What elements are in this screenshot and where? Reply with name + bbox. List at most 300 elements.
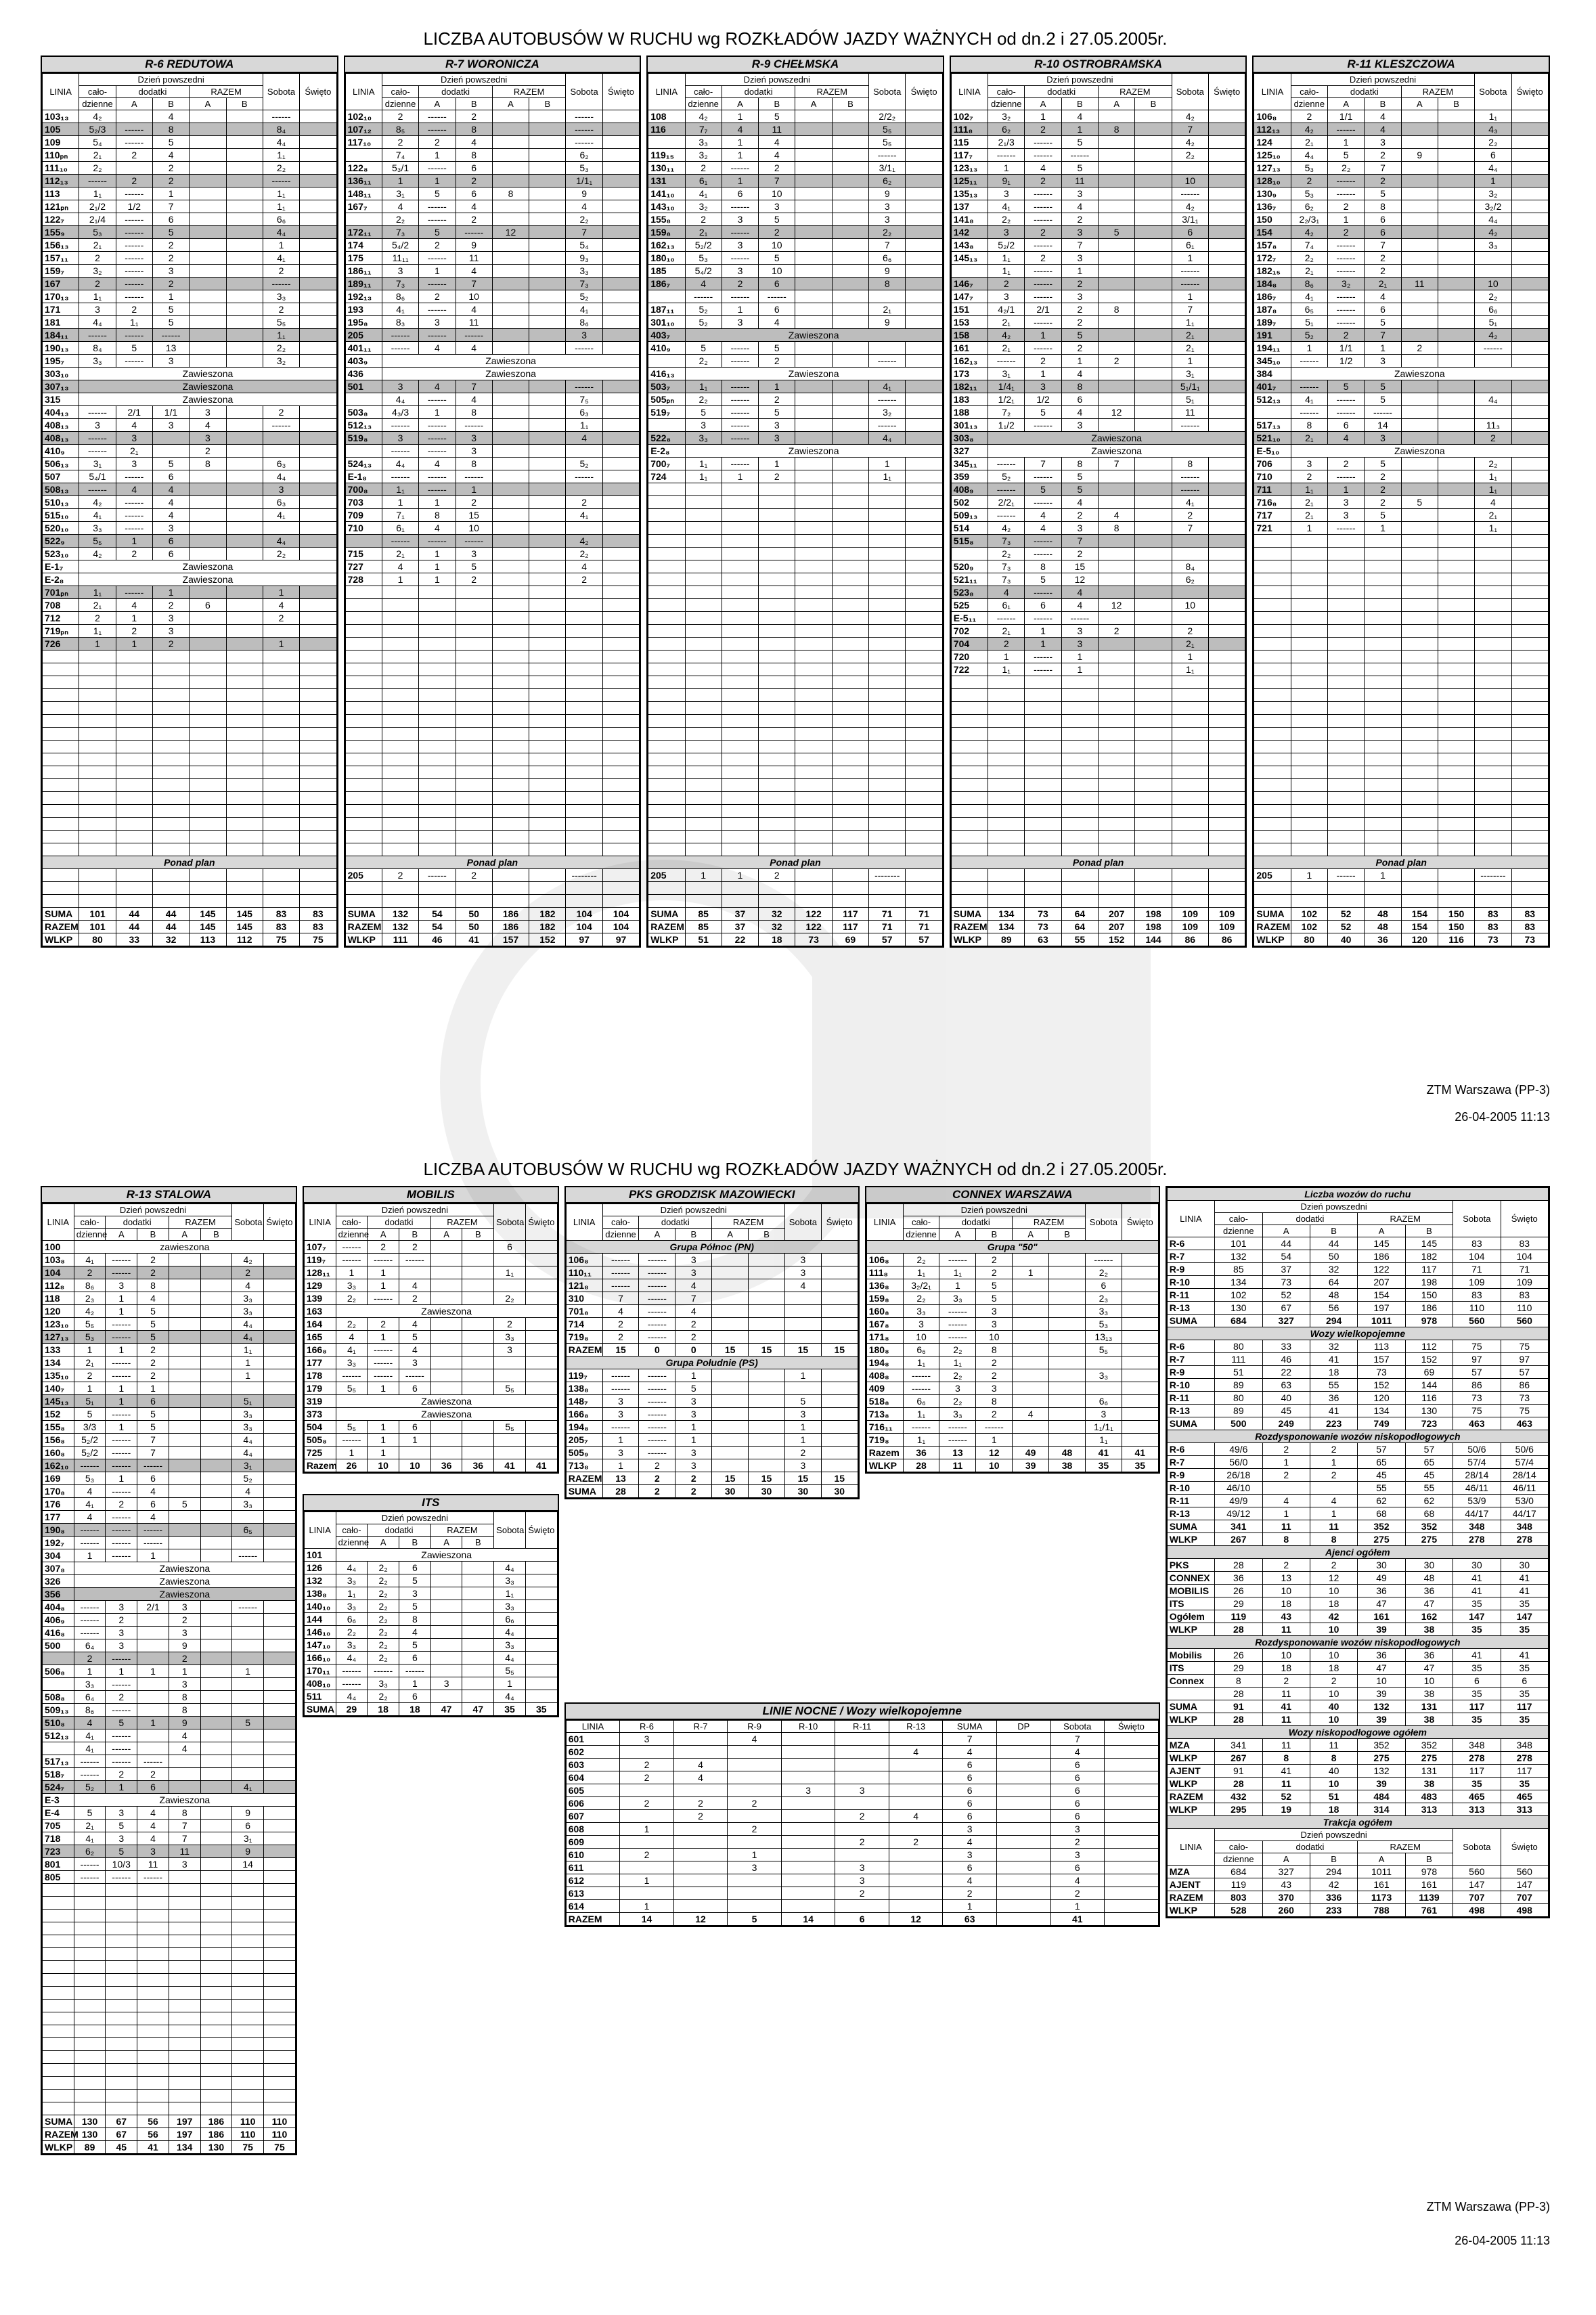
cell-dodatki-a <box>106 2064 137 2077</box>
cell-dodatki-a <box>722 882 758 895</box>
cell-dodatki-b: 4 <box>1061 368 1098 380</box>
cell-dodatki-b <box>759 560 795 573</box>
cell-dodatki-b: 9 <box>456 239 492 252</box>
header-sub: A <box>419 98 456 110</box>
table-cell: 145 <box>1405 1237 1453 1250</box>
cell-razem-b <box>529 625 566 638</box>
cell-razem-b <box>226 458 263 470</box>
cell-razem-a <box>190 329 226 342</box>
cell-calodzienne: 6₂ <box>1291 200 1327 213</box>
cell-calodzienne: 8₆ <box>382 290 418 303</box>
cell-swieto <box>264 1665 296 1678</box>
cell-sobota: 3/1₁ <box>869 162 906 175</box>
cell-dodatki-a <box>106 2077 137 2090</box>
line-number: 307₈ <box>43 1562 74 1575</box>
table-row <box>43 535 337 548</box>
cell-calodzienne <box>382 612 418 625</box>
cell-razem-b <box>529 123 566 136</box>
night-line-number: 613 <box>566 1887 620 1900</box>
header-linia: LINIA <box>951 74 988 110</box>
cell-razem-b <box>200 1254 232 1266</box>
cell-calodzienne: 4 <box>382 200 418 213</box>
cell-sobota: 6₆ <box>869 252 906 265</box>
header-sub: B <box>456 98 492 110</box>
cell-razem-a <box>492 548 529 560</box>
table-row <box>951 483 1245 496</box>
cell-dodatki-b <box>456 689 492 702</box>
table-row <box>866 1318 1158 1331</box>
cell-sobota <box>232 1742 264 1755</box>
summary-section-title: Wozy niskopodłogowe ogółem <box>1167 1726 1548 1739</box>
cell-calodzienne: 1 <box>336 1266 368 1279</box>
cell-swieto <box>1208 470 1245 483</box>
line-number <box>43 792 79 805</box>
cell-calodzienne <box>685 599 722 612</box>
cell-dodatki-a: 1₁ <box>939 1357 976 1369</box>
table-cell: 18 <box>399 1703 431 1716</box>
cell-razem-b <box>832 406 868 419</box>
line-number: 195₇ <box>43 355 79 368</box>
cell-dodatki-b: 4 <box>675 1305 712 1318</box>
line-number <box>43 689 79 702</box>
cell-razem-a <box>1401 393 1438 406</box>
cell-sobota: 4₄ <box>263 470 299 483</box>
cell-dodatki-b <box>152 676 189 689</box>
cell-razem-a <box>492 560 529 573</box>
line-number <box>1254 663 1291 676</box>
plan-header <box>951 856 1245 869</box>
table-cell: 75 <box>264 2141 296 2154</box>
line-number: 147₁₀ <box>304 1639 336 1652</box>
cell-calodzienne <box>79 895 116 908</box>
table-cell: 15 <box>784 1472 821 1485</box>
line-number: 406₉ <box>43 1614 74 1627</box>
header-razem: RAZEM <box>430 1216 493 1229</box>
table-row <box>43 1717 296 1729</box>
cell-sobota: 9 <box>566 188 602 200</box>
cell-dodatki-b <box>1365 715 1401 728</box>
cell-razem-b <box>200 1344 232 1357</box>
cell-razem-b <box>832 393 868 406</box>
cell-calodzienne: 2 <box>382 110 418 123</box>
cell-razem-a <box>190 843 226 856</box>
cell-swieto <box>906 278 942 290</box>
cell-dodatki-b: 4 <box>456 136 492 149</box>
cell-razem-b <box>1049 1382 1086 1395</box>
header-swieto: Święto <box>300 74 336 110</box>
cell-razem-a <box>190 175 226 188</box>
table-cell <box>996 1887 1050 1900</box>
cell-dodatki-b: 8 <box>976 1395 1013 1408</box>
cell-razem-a <box>492 779 529 792</box>
line-number: 416₈ <box>43 1627 74 1639</box>
line-number <box>951 741 988 753</box>
cell-razem-b <box>1135 303 1172 316</box>
cell-razem-a <box>795 213 832 226</box>
cell-swieto <box>264 1691 296 1704</box>
cell-swieto <box>264 1717 296 1729</box>
table-cell: 18 <box>1310 1597 1357 1610</box>
cell-razem-b <box>529 239 566 252</box>
cell-razem-a <box>190 895 226 908</box>
header-row <box>648 74 943 86</box>
cell-razem-a: 8 <box>1099 303 1135 316</box>
table-cell: 41 <box>456 933 492 946</box>
cell-calodzienne: ------ <box>74 1524 106 1537</box>
cell-dodatki-a <box>419 586 456 599</box>
cell-calodzienne: 4₂ <box>1291 226 1327 239</box>
cell-dodatki-a <box>116 110 152 123</box>
cell-razem-b <box>749 1459 785 1472</box>
cell-razem-b <box>529 882 566 895</box>
cell-sobota: 4 <box>566 432 602 445</box>
cell-sobota: 2 <box>263 406 299 419</box>
cell-razem-b <box>1135 265 1172 278</box>
cell-swieto <box>602 818 639 831</box>
cell-razem-b <box>200 1395 232 1408</box>
cell-razem-a <box>430 1266 462 1279</box>
cell-razem-a <box>190 586 226 599</box>
cell-razem-b <box>1135 419 1172 432</box>
cell-dodatki-b: 11 <box>456 252 492 265</box>
table-row <box>1167 1482 1548 1495</box>
night-lines-table <box>566 1720 1159 1926</box>
table-row <box>43 380 337 393</box>
cell-dodatki-b <box>1061 741 1098 753</box>
section-header <box>566 1241 858 1254</box>
suspended-label: Zawieszona <box>74 1794 295 1807</box>
cell-sobota: 5₂ <box>566 290 602 303</box>
line-number <box>345 741 382 753</box>
table-cell <box>620 1784 674 1797</box>
cell-dodatki-b <box>759 818 795 831</box>
cell-razem-b <box>1438 329 1474 342</box>
cell-dodatki-b: ------ <box>1061 149 1098 162</box>
cell-sobota <box>232 1961 264 1974</box>
cell-razem-a <box>190 651 226 663</box>
line-number: 519₇ <box>648 406 685 419</box>
cell-calodzienne <box>685 792 722 805</box>
line-number: 700₇ <box>648 458 685 470</box>
cell-dodatki-a <box>1328 702 1365 715</box>
table-cell: 57 <box>869 933 906 946</box>
cell-swieto <box>1208 663 1245 676</box>
cell-dodatki-a <box>106 1935 137 1948</box>
cell-dodatki-a: ------ <box>639 1408 675 1421</box>
table-cell: 69 <box>832 933 868 946</box>
cell-dodatki-b: 2₁ <box>1365 278 1401 290</box>
table-row <box>951 458 1245 470</box>
table-cell <box>996 1810 1050 1823</box>
cell-sobota: 2/2₂ <box>869 110 906 123</box>
table-row <box>1254 728 1549 741</box>
cell-dodatki-b: 3 <box>675 1459 712 1472</box>
cell-dodatki-b <box>1061 702 1098 715</box>
cell-razem-b <box>529 535 566 548</box>
table-cell: 73 <box>1358 1366 1405 1379</box>
cell-swieto <box>300 496 336 509</box>
cell-swieto <box>1511 380 1548 393</box>
line-number: 702 <box>951 625 988 638</box>
cell-calodzienne <box>988 779 1025 792</box>
line-number: 172₇ <box>1254 252 1291 265</box>
cell-sobota <box>566 612 602 625</box>
cell-sobota: ------ <box>1475 342 1511 355</box>
line-number <box>43 1974 74 1987</box>
cell-dodatki-b <box>759 805 795 818</box>
cell-razem-b <box>200 2090 232 2102</box>
cell-dodatki-a: ------ <box>1025 651 1061 663</box>
cell-swieto <box>264 1344 296 1357</box>
table-row <box>43 805 337 818</box>
cell-dodatki-b: 1 <box>1365 869 1401 882</box>
cell-dodatki-a: ------ <box>639 1292 675 1305</box>
cell-swieto <box>1511 612 1548 625</box>
cell-razem-b <box>1135 869 1172 882</box>
cell-razem-a <box>169 1549 200 1562</box>
cell-dodatki-b <box>456 831 492 843</box>
line-number: 713₈ <box>866 1408 903 1421</box>
cell-calodzienne: 1 <box>382 175 418 188</box>
cell-calodzienne: 1₁ <box>988 252 1025 265</box>
line-number <box>43 882 79 895</box>
table-row <box>1254 445 1549 458</box>
cell-dodatki-b <box>137 1974 169 1987</box>
cell-calodzienne: 3 <box>79 419 116 432</box>
cell-razem-a <box>712 1292 749 1305</box>
line-number <box>951 895 988 908</box>
cell-calodzienne: 3₃ <box>685 432 722 445</box>
cell-dodatki-a: ------ <box>939 1305 976 1318</box>
cell-swieto <box>300 316 336 329</box>
cell-razem-b <box>529 599 566 612</box>
cell-razem-b <box>1049 1266 1086 1279</box>
cell-sobota: 10 <box>1172 175 1208 188</box>
table-row <box>1167 1263 1548 1276</box>
table-cell <box>835 1746 889 1759</box>
line-number: 132 <box>304 1574 336 1587</box>
header-swieto: Święto <box>525 1204 557 1241</box>
cell-calodzienne: 2₁/2 <box>79 200 116 213</box>
table-cell: 112 <box>226 933 263 946</box>
cell-razem-a <box>169 1266 200 1279</box>
panel-1 <box>344 56 642 948</box>
table-cell: 117 <box>832 921 868 933</box>
cell-dodatki-a: ------ <box>106 1369 137 1382</box>
table-cell: 57 <box>1453 1366 1501 1379</box>
cell-swieto <box>821 1279 858 1292</box>
cell-razem-b <box>1438 252 1474 265</box>
table-cell: 560 <box>1501 1866 1548 1878</box>
cell-dodatki-b: 1 <box>399 1434 431 1447</box>
line-number: 721 <box>1254 522 1291 535</box>
cell-swieto <box>602 651 639 663</box>
table-row <box>1254 805 1549 818</box>
cell-calodzienne: 2₂/3₁ <box>1291 213 1327 226</box>
table-row <box>43 123 337 136</box>
cell-dodatki-a: 2 <box>1328 329 1365 342</box>
cell-dodatki-b: 7 <box>152 200 189 213</box>
line-number: 120 <box>43 1305 74 1318</box>
summary-section-title: Liczba wozów do ruchu <box>1167 1188 1548 1201</box>
cell-dodatki-b: ------ <box>137 1537 169 1549</box>
table-row <box>951 110 1245 123</box>
table-cell: 12 <box>889 1913 943 1926</box>
table-row <box>866 1395 1158 1408</box>
cell-dodatki-b <box>1365 831 1401 843</box>
cell-sobota: -------- <box>566 869 602 882</box>
cell-sobota: 1 <box>784 1421 821 1434</box>
table-row <box>648 303 943 316</box>
cell-dodatki-b: 4 <box>399 1318 431 1331</box>
cell-dodatki-a: 4 <box>116 419 152 432</box>
cell-dodatki-a: 3 <box>106 1807 137 1820</box>
cell-sobota: 1₁ <box>494 1266 526 1279</box>
cell-calodzienne <box>382 651 418 663</box>
table-cell: 152 <box>1099 933 1135 946</box>
cell-razem-b <box>1438 715 1474 728</box>
table-row <box>43 625 337 638</box>
cell-dodatki-b: ------ <box>137 1524 169 1537</box>
cell-swieto <box>264 1884 296 1897</box>
cell-razem-b <box>462 1447 494 1459</box>
table-cell: 498 <box>1501 1904 1548 1917</box>
cell-razem-a <box>1099 393 1135 406</box>
cell-sobota: 14 <box>232 1858 264 1871</box>
line-number: 100 <box>43 1241 74 1254</box>
cell-dodatki-a: ------ <box>1328 316 1365 329</box>
cell-dodatki-a <box>722 689 758 702</box>
cell-calodzienne <box>988 741 1025 753</box>
cell-sobota: 1₁ <box>263 188 299 200</box>
cell-swieto <box>821 1254 858 1266</box>
table-row <box>951 136 1245 149</box>
table-row <box>43 1948 296 1961</box>
line-number <box>1254 831 1291 843</box>
cell-dodatki-a: 8 <box>419 509 456 522</box>
cell-razem-b <box>529 586 566 599</box>
cell-sobota <box>494 1447 526 1459</box>
cell-sobota: 5 <box>232 1717 264 1729</box>
cell-swieto <box>264 1639 296 1652</box>
cell-sobota: 1₁ <box>1172 663 1208 676</box>
cell-sobota: 4₄ <box>232 1331 264 1344</box>
cell-swieto <box>525 1434 557 1447</box>
cell-dodatki-b <box>1061 831 1098 843</box>
cell-dodatki-a <box>116 766 152 779</box>
cell-swieto <box>906 162 942 175</box>
cell-dodatki-a: 5 <box>106 1820 137 1832</box>
cell-sobota: 1₁/1₁ <box>1085 1421 1122 1434</box>
cell-dodatki-b <box>456 676 492 689</box>
summary-section <box>1167 1816 1548 1829</box>
cell-razem-a: 9 <box>169 1717 200 1729</box>
cell-razem-a <box>492 445 529 458</box>
cell-razem-b <box>1049 1369 1086 1382</box>
cell-dodatki-b: 1 <box>137 1665 169 1678</box>
cell-calodzienne: 2 <box>74 1266 106 1279</box>
cell-sobota <box>263 741 299 753</box>
line-number: 205 <box>345 329 382 342</box>
summary-section <box>1167 1636 1548 1649</box>
cell-dodatki-a: 3 <box>939 1382 976 1395</box>
table-row <box>566 1459 858 1472</box>
cell-razem-a <box>1099 329 1135 342</box>
cell-calodzienne <box>1291 689 1327 702</box>
line-number: 359 <box>951 470 988 483</box>
cell-dodatki-b: 1/1 <box>152 406 189 419</box>
cell-swieto <box>821 1421 858 1434</box>
cell-dodatki-b: 3 <box>675 1266 712 1279</box>
cell-sobota <box>232 1678 264 1691</box>
line-number <box>43 1897 74 1910</box>
cell-dodatki-b <box>759 548 795 560</box>
cell-razem-b <box>832 753 868 766</box>
cell-dodatki-b: 5 <box>152 316 189 329</box>
cell-calodzienne <box>74 1987 106 2000</box>
cell-calodzienne: 4 <box>602 1305 639 1318</box>
cell-sobota: ------ <box>566 380 602 393</box>
cell-calodzienne: 3₃ <box>336 1279 368 1292</box>
table-cell: 978 <box>1405 1315 1453 1327</box>
table-row <box>648 175 943 188</box>
cell-razem-b <box>200 1524 232 1537</box>
cell-dodatki-b: 5 <box>1365 393 1401 406</box>
cell-sobota: 4₂ <box>1475 329 1511 342</box>
cell-dodatki-a <box>419 676 456 689</box>
cell-dodatki-b: 8 <box>137 1279 169 1292</box>
cell-razem-b <box>832 766 868 779</box>
mobilis-table <box>304 1204 558 1472</box>
table-cell: 68 <box>1358 1507 1405 1520</box>
panel-0 <box>41 56 338 948</box>
cell-calodzienne <box>382 599 418 612</box>
cell-sobota: 7 <box>1172 123 1208 136</box>
cell-razem-a <box>492 380 529 393</box>
table-row <box>43 290 337 303</box>
cell-sobota <box>869 548 906 560</box>
cell-sobota <box>1172 895 1208 908</box>
table-row <box>1167 1340 1548 1353</box>
table-row <box>951 213 1245 226</box>
table-cell: 6 <box>1050 1797 1105 1810</box>
header-sub: A <box>1099 98 1135 110</box>
cell-calodzienne: 5₂ <box>1291 329 1327 342</box>
cell-razem-b <box>1135 188 1172 200</box>
cell-razem-b <box>749 1434 785 1447</box>
table-cell: 104 <box>1453 1250 1501 1263</box>
cell-dodatki-a <box>419 689 456 702</box>
line-number <box>43 818 79 831</box>
cell-razem-b <box>832 818 868 831</box>
table-cell: 432 <box>1215 1790 1262 1803</box>
cell-razem-b <box>1438 303 1474 316</box>
table-row <box>648 123 943 136</box>
cell-dodatki-b: 4 <box>399 1344 431 1357</box>
cell-dodatki-a: 4 <box>1025 162 1061 175</box>
cell-dodatki-b: 8 <box>1061 458 1098 470</box>
table-row <box>43 676 337 689</box>
cell-dodatki-b: ------ <box>152 329 189 342</box>
line-number <box>43 2102 74 2115</box>
line-number: 384 <box>1254 368 1291 380</box>
cell-dodatki-b: 3 <box>976 1318 1013 1331</box>
cell-dodatki-b: 2 <box>152 239 189 252</box>
cell-swieto <box>906 342 942 355</box>
cell-dodatki-b: ------ <box>399 1254 431 1266</box>
line-number <box>345 535 382 548</box>
table-cell: 64 <box>1061 921 1098 933</box>
